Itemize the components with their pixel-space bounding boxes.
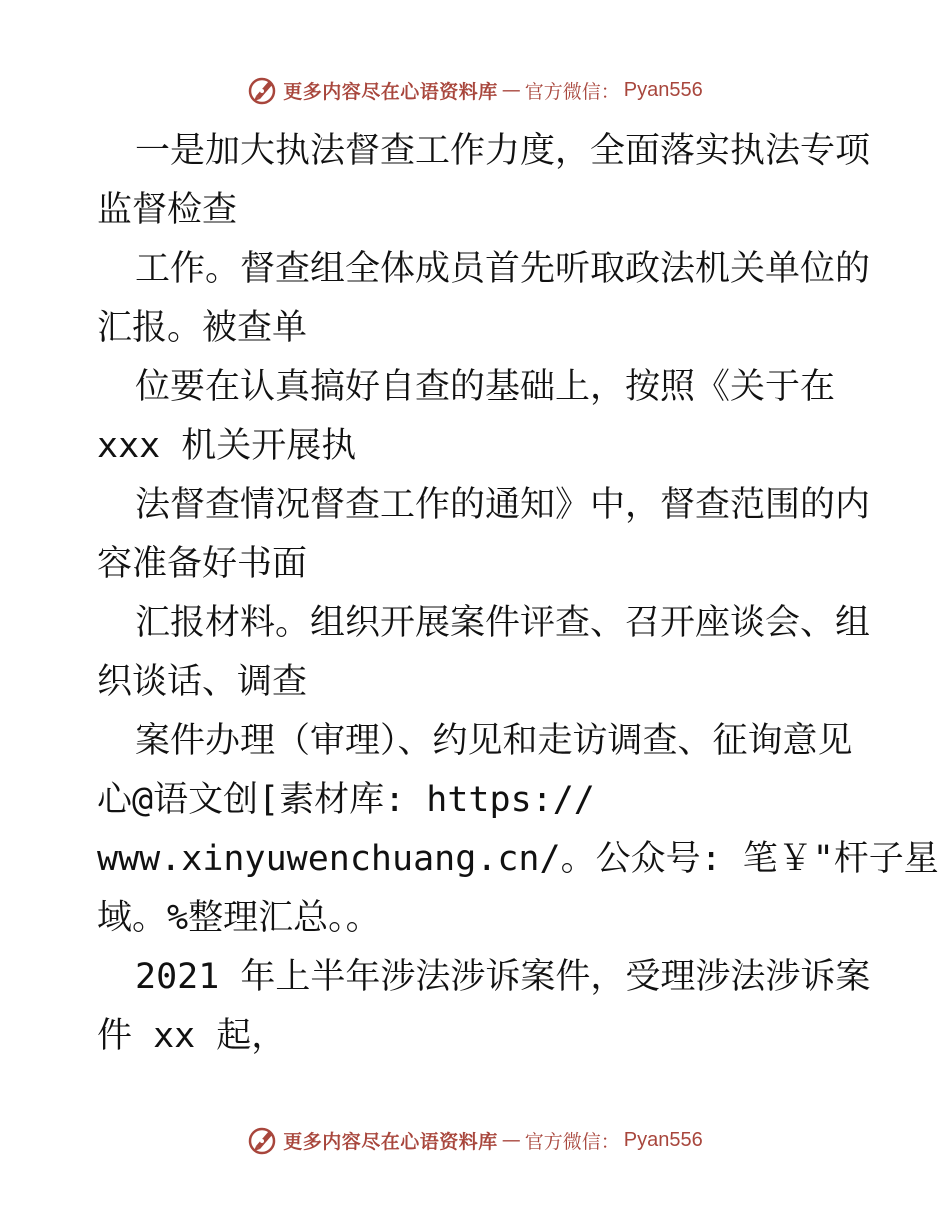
body-line: www.xinyuwenchuang.cn/。公众号: 笔￥"杆子星 bbox=[97, 839, 939, 879]
body-line: 容准备好书面 bbox=[97, 544, 308, 584]
pen-logo-icon bbox=[247, 74, 279, 106]
body-line: 心@语文创[素材库: https:// bbox=[97, 780, 595, 820]
header-separator: — bbox=[501, 79, 521, 101]
body-line: 域。%整理汇总。。 bbox=[97, 898, 381, 938]
body-line: 监督检查 bbox=[97, 190, 238, 230]
body-line: 件 xx 起， bbox=[97, 1016, 287, 1056]
footer-separator: — bbox=[501, 1129, 521, 1151]
header-wechat-id: Pyan556 bbox=[623, 78, 703, 101]
footer-wechat-id: Pyan556 bbox=[623, 1128, 703, 1151]
body-line: 汇报。被查单 bbox=[97, 308, 308, 348]
pen-logo-icon bbox=[247, 1124, 279, 1156]
header-wechat-label: 官方微信： bbox=[524, 80, 620, 103]
body-line: 工作。督查组全体成员首先听取政法机关单位的 bbox=[135, 249, 871, 289]
body-line: 案件办理（审理）、约见和走访调查、征询意见 bbox=[135, 721, 853, 761]
footer-wechat-label: 官方微信： bbox=[524, 1130, 620, 1153]
body-line: 织谈话、调查 bbox=[97, 662, 308, 702]
header-brand-text: 更多内容尽在心语资料库 bbox=[283, 80, 498, 103]
body-line: 一是加大执法督查工作力度，全面落实执法专项 bbox=[135, 131, 871, 171]
body-line: 2021 年上半年涉法涉诉案件，受理涉法涉诉案 bbox=[135, 957, 871, 997]
header-watermark bbox=[0, 70, 950, 110]
document-body bbox=[97, 122, 939, 1066]
body-line: 位要在认真搞好自查的基础上，按照《关于在 bbox=[135, 367, 836, 407]
body-line: xxx 机关开展执 bbox=[97, 426, 357, 466]
footer-brand-text: 更多内容尽在心语资料库 bbox=[283, 1130, 498, 1153]
body-line: 法督查情况督查工作的通知》中，督查范围的内 bbox=[135, 485, 871, 525]
footer-watermark bbox=[0, 1120, 950, 1160]
body-line: 汇报材料。组织开展案件评查、召开座谈会、组 bbox=[135, 603, 871, 643]
